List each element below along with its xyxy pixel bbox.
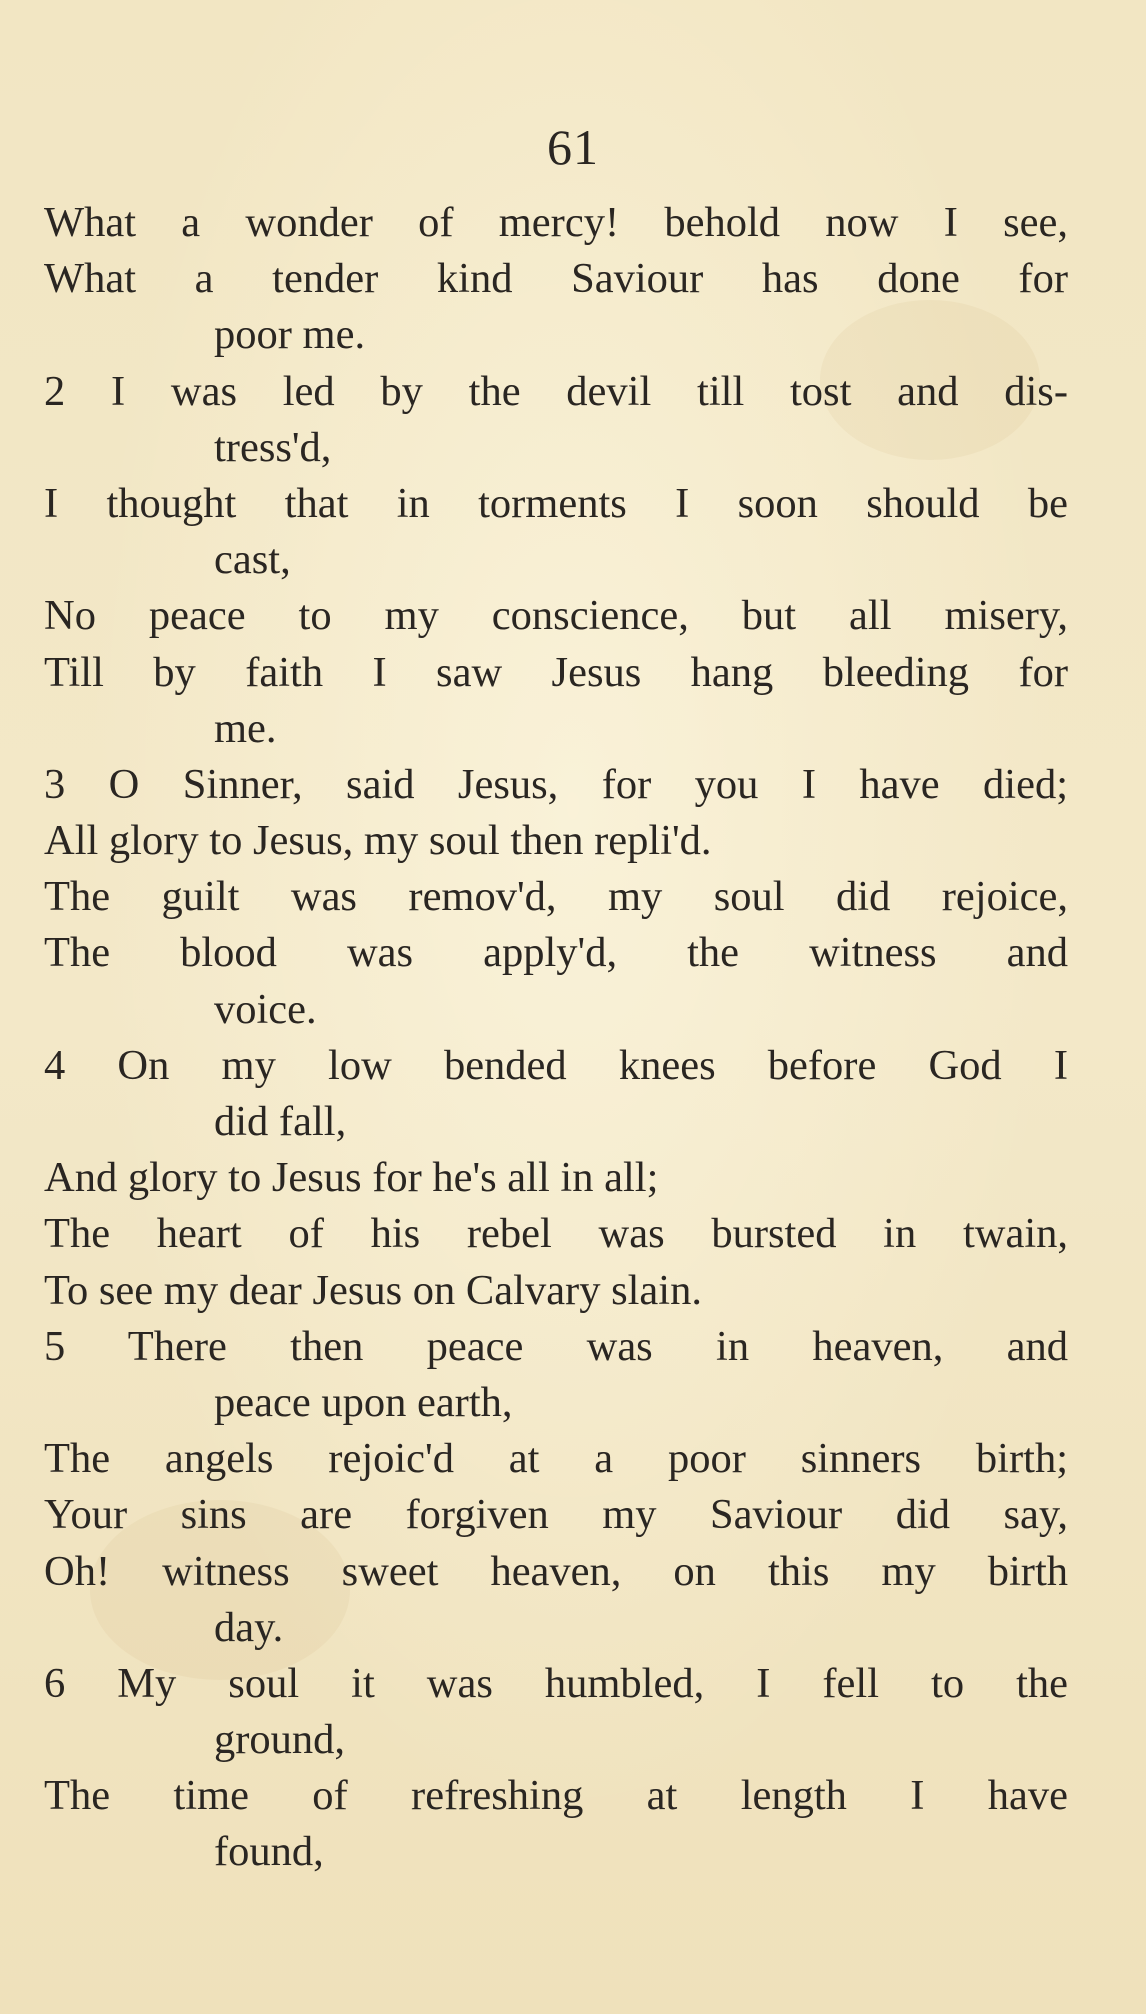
text-line: The angels rejoic'd at a poor sinners birth; [44,1435,1068,1483]
text-line: did fall, [214,1098,347,1145]
text-line: day. [214,1603,284,1651]
text-line: All glory to Jesus, my soul then repli'd. [44,817,712,865]
text-line: me. [214,704,277,752]
text-line: 5 There then peace was in heaven, and [44,1322,1068,1370]
text-line: ground, [214,1716,346,1764]
text-line: 6 My soul it was humbled, I fell to the [44,1659,1068,1707]
text-line: found, [214,1828,324,1876]
text-line: Oh! witness sweet heaven, on this my birth [44,1547,1068,1595]
text-line: 2 I was led by the devil till tost and dis- [44,367,1068,415]
text-line: And glory to Jesus for he's all in all; [44,1154,659,1202]
text-line: Your sins are forgiven my Saviour did say, [44,1491,1068,1539]
text-line: What a wonder of mercy! behold now I see, [44,199,1068,246]
text-line: voice. [214,985,317,1033]
text-line: The heart of his rebel was bursted in twain, [44,1210,1068,1258]
text-line: peace upon earth, [214,1378,513,1426]
text-line: The time of refreshing at length I have [44,1772,1068,1820]
text-line: tress'd, [214,423,332,471]
hymn-text [44,195,1068,1881]
text-line: I thought that in torments I soon should be [44,479,1068,527]
text-line: Till by faith I saw Jesus hang bleeding for [44,648,1068,696]
text-line: 3 O Sinner, said Jesus, for you I have died; [44,760,1068,808]
text-line: The guilt was remov'd, my soul did rejoice, [44,873,1068,921]
text-line: 4 On my low bended knees before God I [44,1041,1068,1089]
page-number: 61 [547,119,599,175]
text-line: cast, [214,536,291,584]
text-line: What a tender kind Saviour has done for [44,255,1068,303]
text-line: No peace to my conscience, but all misery, [44,592,1068,640]
text-line: To see my dear Jesus on Calvary slain. [44,1266,702,1314]
text-line: The blood was apply'd, the witness and [44,929,1068,977]
text-line: poor me. [214,311,366,359]
